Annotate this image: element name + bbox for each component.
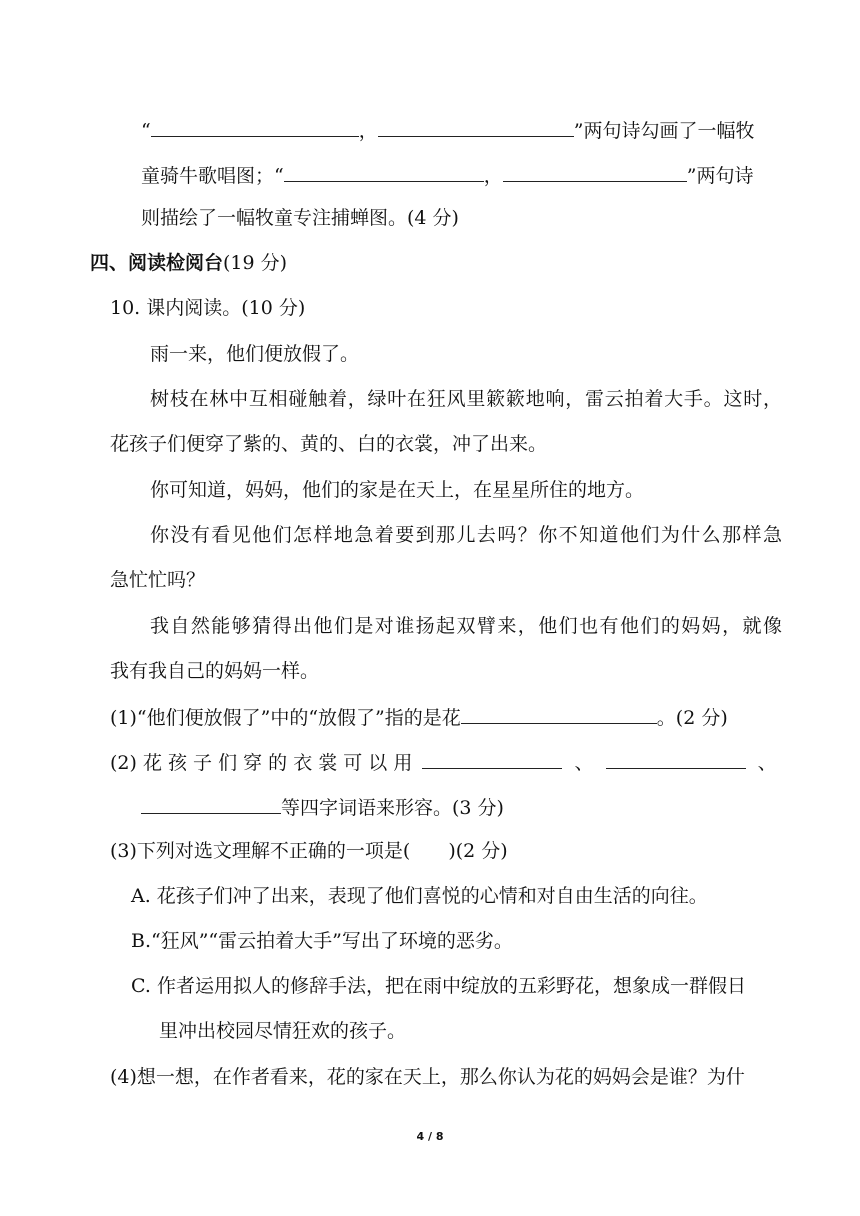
q9-line-1 bbox=[141, 116, 754, 143]
page-number: 4 / 8 bbox=[416, 1130, 444, 1143]
option-c[interactable]: C. 作者运用拟人的修辞手法，把在雨中绽放的五彩野花，想象成一群假日 bbox=[131, 975, 746, 997]
passage-paragraph-3: 你可知道，妈妈，他们的家是在天上，在星星所住的地方。 bbox=[150, 479, 645, 501]
passage-paragraph-5a: 我自然能够猜得出他们是对谁扬起双臂来，他们也有他们的妈妈，就像 bbox=[150, 615, 782, 637]
answer-blank-3[interactable] bbox=[284, 161, 484, 182]
section-score: (19 分) bbox=[223, 252, 288, 274]
answer-blank-2[interactable] bbox=[378, 116, 574, 137]
passage-paragraph-2b: 花孩子们便穿了紫的、黄的、白的衣裳，冲了出来。 bbox=[110, 433, 548, 455]
option-b[interactable]: B.“狂风”“雷云拍着大手”写出了环境的恶劣。 bbox=[131, 930, 513, 952]
comma: ， bbox=[358, 120, 378, 142]
sub-question-1-text: (1)“他们便放假了”中的“放假了”指的是花 bbox=[110, 707, 461, 729]
q9-text-1: ”两句诗勾画了一幅牧 bbox=[573, 120, 755, 142]
answer-blank-7[interactable] bbox=[606, 748, 746, 769]
q9-text-2: 童骑牛歌唱图；“ bbox=[141, 165, 284, 187]
sub-question-1-score: 。(2 分) bbox=[656, 707, 728, 729]
quote-mark: “ bbox=[141, 120, 151, 142]
option-c-continued: 里冲出校园尽情狂欢的孩子。 bbox=[159, 1020, 407, 1042]
answer-blank-6[interactable] bbox=[422, 748, 562, 769]
option-a[interactable]: A. 花孩子们冲了出来，表现了他们喜悦的心情和对自由生活的向往。 bbox=[131, 885, 708, 907]
separator: 、 bbox=[574, 752, 594, 774]
passage-paragraph-2a: 树枝在林中互相碰触着，绿叶在狂风里簌簌地响，雷云拍着大手。这时， bbox=[150, 388, 782, 410]
sub-question-2-line-1 bbox=[110, 748, 777, 775]
sub-question-3: (3)下列对选文理解不正确的一项是( )(2 分) bbox=[110, 840, 508, 862]
answer-blank-8[interactable] bbox=[141, 793, 281, 814]
passage-paragraph-5b: 我有我自己的妈妈一样。 bbox=[110, 660, 320, 682]
section-title: 四、阅读检阅台 bbox=[90, 252, 224, 274]
separator: 、 bbox=[757, 752, 777, 774]
answer-blank-5[interactable] bbox=[461, 703, 657, 724]
q9-text-3: ”两句诗 bbox=[686, 165, 754, 187]
question-10-title: 10. 课内阅读。(10 分) bbox=[110, 297, 306, 319]
passage-paragraph-1: 雨一来，他们便放假了。 bbox=[150, 343, 360, 365]
sub-question-2-text: (2) 花 孩 子 们 穿 的 衣 裳 可 以 用 bbox=[110, 752, 413, 774]
passage-paragraph-4b: 急忙忙吗？ bbox=[110, 569, 206, 591]
sub-question-2-end: 等四字词语来形容。(3 分) bbox=[281, 797, 504, 819]
answer-blank-4[interactable] bbox=[503, 161, 687, 182]
q9-line-3: 则描绘了一幅牧童专注捕蝉图。(4 分) bbox=[141, 207, 459, 229]
section-heading bbox=[90, 251, 287, 275]
answer-blank-1[interactable] bbox=[151, 116, 359, 137]
sub-question-2-line-2 bbox=[141, 793, 504, 820]
sub-question-4: (4)想一想，在作者看来，花的家在天上，那么你认为花的妈妈会是谁？为什 bbox=[110, 1066, 745, 1088]
passage-paragraph-4a: 你没有看见他们怎样地急着要到那儿去吗？你不知道他们为什么那样急 bbox=[150, 524, 782, 546]
comma: ， bbox=[483, 165, 503, 187]
q9-line-2 bbox=[141, 161, 753, 188]
sub-question-1 bbox=[110, 703, 728, 730]
